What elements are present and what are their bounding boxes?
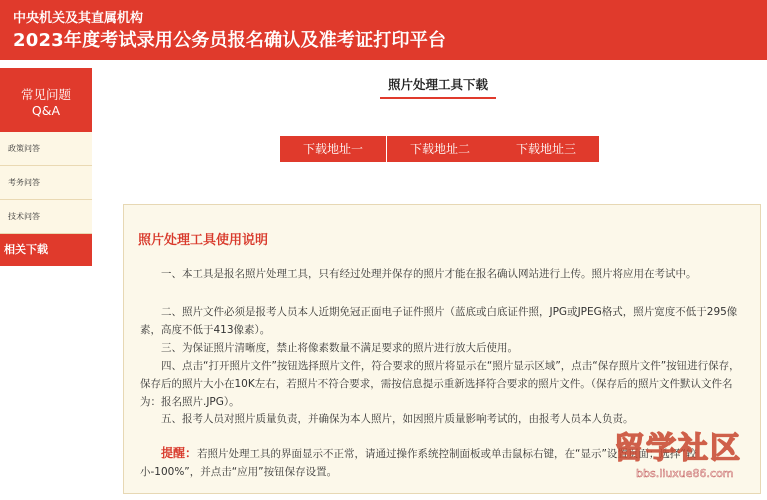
sidebar-item-policy-qa[interactable]: 政策问答: [0, 132, 92, 166]
page-title: 照片处理工具下载: [388, 77, 489, 92]
sidebar-item-tech-qa[interactable]: 技术问答: [0, 200, 92, 234]
site-header: [0, 0, 767, 60]
download-link-2-button[interactable]: 下载地址二: [387, 136, 493, 162]
download-link-3-button[interactable]: 下载地址三: [493, 136, 599, 162]
platform-title: 2023年度考试录用公务员报名确认及准考证打印平台: [13, 30, 447, 51]
sidebar-heading-cn: 常见问题: [20, 87, 71, 102]
sidebar-heading-en: Q&A: [31, 103, 61, 118]
instruction-paragraph-4: 四、点击“打开照片文件”按钮选择照片文件，符合要求的照片将显示在“照片显示区域”，点击“保存照片文件”按钮进行保存，保存后的照片大小在10K左右，若照片不符合要求，需按信息提示重新选择符合要求的照片文件。（保存后的照片文件默认文件名为：报名照片.JPG）。: [140, 360, 740, 408]
instruction-paragraph-1: 一、本工具是报名照片处理工具，只有经过处理并保存的照片才能在报名确认网站进行上传。照片将应用在考试中。: [161, 268, 697, 280]
instruction-paragraph-2: 二、照片文件必须是报考人员本人近期免冠正面电子证件照片（蓝底或白底证件照，JPG或JPEG格式，照片宽度不低于295像素，高度不低于413像素）。: [140, 306, 738, 336]
watermark-url: bbs.liuxue86.com: [636, 467, 734, 480]
sidebar-item-exam-qa[interactable]: 考务问答: [0, 166, 92, 200]
instruction-paragraph-5: 五、报考人员对照片质量负责，并确保为本人照片，如因照片质量影响考试的，由报考人员本人负责。: [161, 413, 634, 425]
site-watermark: [606, 423, 766, 495]
reminder-label: 提醒：: [161, 446, 198, 460]
sidebar-heading: [0, 68, 92, 132]
sidebar-item-downloads[interactable]: 相关下载: [0, 234, 92, 266]
sidebar: [0, 68, 92, 266]
org-name: 中央机关及其直属机构: [13, 11, 144, 26]
watermark-logo-text: 留学社区: [614, 431, 742, 466]
title-underline: [380, 97, 496, 99]
download-link-1-button[interactable]: 下载地址一: [280, 136, 386, 162]
instructions-title: 照片处理工具使用说明: [138, 233, 269, 248]
instruction-paragraph-3: 三、为保证照片清晰度，禁止将像素数量不满足要求的照片进行放大后使用。: [161, 342, 518, 354]
reminder-text: 若照片处理工具的界面显示不正常，请通过操作系统控制面板或单击鼠标右键，在“显示”设置页面；选择“较小-100%”，并点击“应用”按钮保存设置。: [140, 448, 697, 478]
